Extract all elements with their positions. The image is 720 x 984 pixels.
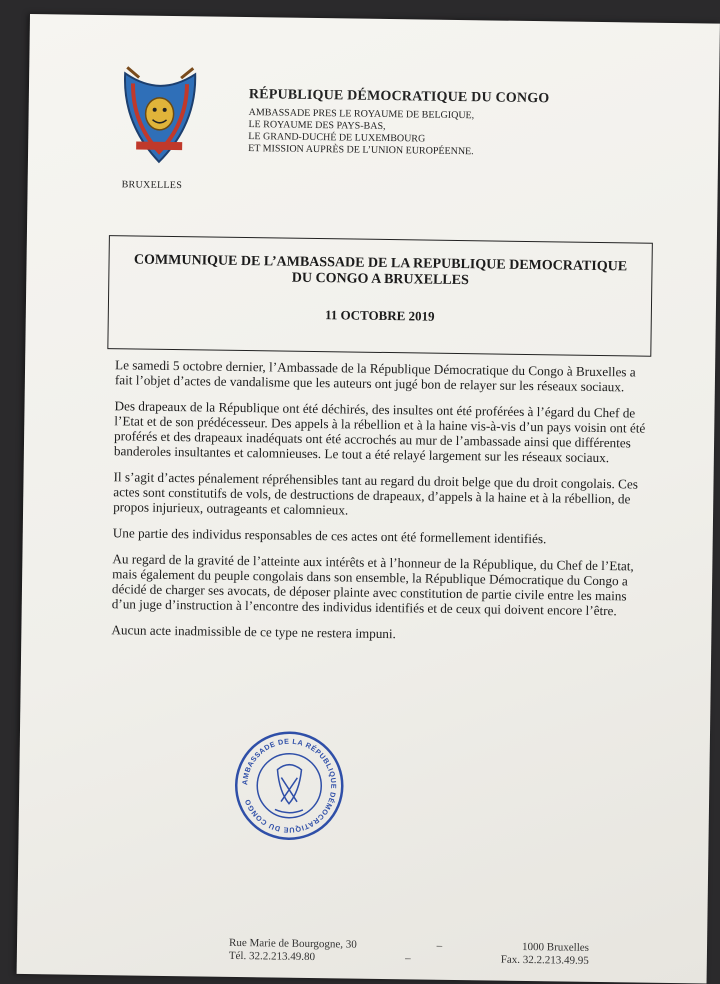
communique-title: COMMUNIQUE DE L’AMBASSADE DE LA REPUBLIQUE DEMOCRATIQUE DU CONGO A BRUXELLES	[133, 252, 628, 289]
letterhead-country: RÉPUBLIQUE DÉMOCRATIQUE DU CONGO	[248, 87, 550, 107]
communique-date: 11 OCTOBRE 2019	[324, 307, 435, 324]
document-page	[17, 14, 720, 984]
footer-dash: –	[405, 952, 411, 965]
footer-tel: Tél. 32.2.213.49.80	[228, 949, 316, 964]
letterhead-line: LE GRAND-DUCHÉ DE LUXEMBOURG	[248, 131, 426, 145]
footer-dash: –	[436, 939, 443, 952]
footer-contact	[229, 937, 589, 968]
paragraph: Aucun acte inadmissible de ce type ne restera impuni.	[111, 622, 397, 642]
letterhead-line: AMBASSADE PRES LE ROYAUME DE BELGIQUE,	[248, 107, 475, 122]
letterhead-line: ET MISSION AUPRÈS DE L’UNION EUROPÉENNE.	[248, 143, 474, 158]
paragraph: Une partie des individus responsables de ces actes ont été formellement identifiés.	[112, 525, 547, 547]
footer-fax: Fax. 32.2.213.49.95	[500, 953, 589, 967]
embassy-seal-icon	[232, 729, 346, 843]
paragraph: Au regard de la gravité de l’atteinte aux intérêts et à l’honneur de la République, du Chef de l’Etat, mais également du peuple congolais dans son ensemble, la République Démocratique du Congo a décidé de charger ses avocats, de déposer plainte avec constitution de partie civile entre les mains d’un juge d’instruction à l’encontre des individus identifiés et de ceux qui doivent encore l’être.	[111, 551, 634, 619]
letterhead-line: LE ROYAUME DES PAYS-BAS,	[248, 119, 386, 132]
paragraph: Le samedi 5 octobre dernier, l’Ambassade de la République Démocratique du Congo à Bruxelles a fait l’objet d’actes de vandalisme que les auteurs ont jugé bon de relayer sur les réseaux sociaux.	[114, 357, 636, 395]
paragraph: Il s’agit d’actes pénalement répréhensibles tant au regard du droit belge que du droit congolais. Ces actes sont constitutifs de vols, de destructions de drapeaux, d’appels à la haine et à la rébellion, de propos injurieux, outrageants et calomnieux.	[113, 469, 639, 518]
svg-text:AMBASSADE DE LA RÉPUBLIQUE DÉM	[239, 736, 338, 836]
footer-postal: 1000 Bruxelles	[522, 940, 590, 954]
communique-body	[111, 357, 655, 656]
letterhead-city: BRUXELLES	[121, 179, 183, 192]
paragraph: Des drapeaux de la République ont été déchirés, des insultes ont été proférées à l’égard du Chef de l’Etat et de son prédécesseur. Des appels à la rébellion et à la haine vis-à-vis d’un pays voisin ont été proférés et des drapeaux inadéquats ont été accrochés au mur de l’ambassade ainsi que différentes banderoles insultantes et calomnieuses. Le tout a été relayé largement sur les réseaux sociaux.	[113, 398, 646, 466]
footer-address: Rue Marie de Bourgogne, 30	[228, 936, 357, 951]
coat-of-arms-icon	[116, 63, 203, 168]
seal-text: AMBASSADE DE LA RÉPUBLIQUE DÉMOCRATIQUE DU CONGO	[240, 736, 339, 835]
letterhead	[248, 87, 549, 159]
communique-title-box	[107, 235, 653, 357]
